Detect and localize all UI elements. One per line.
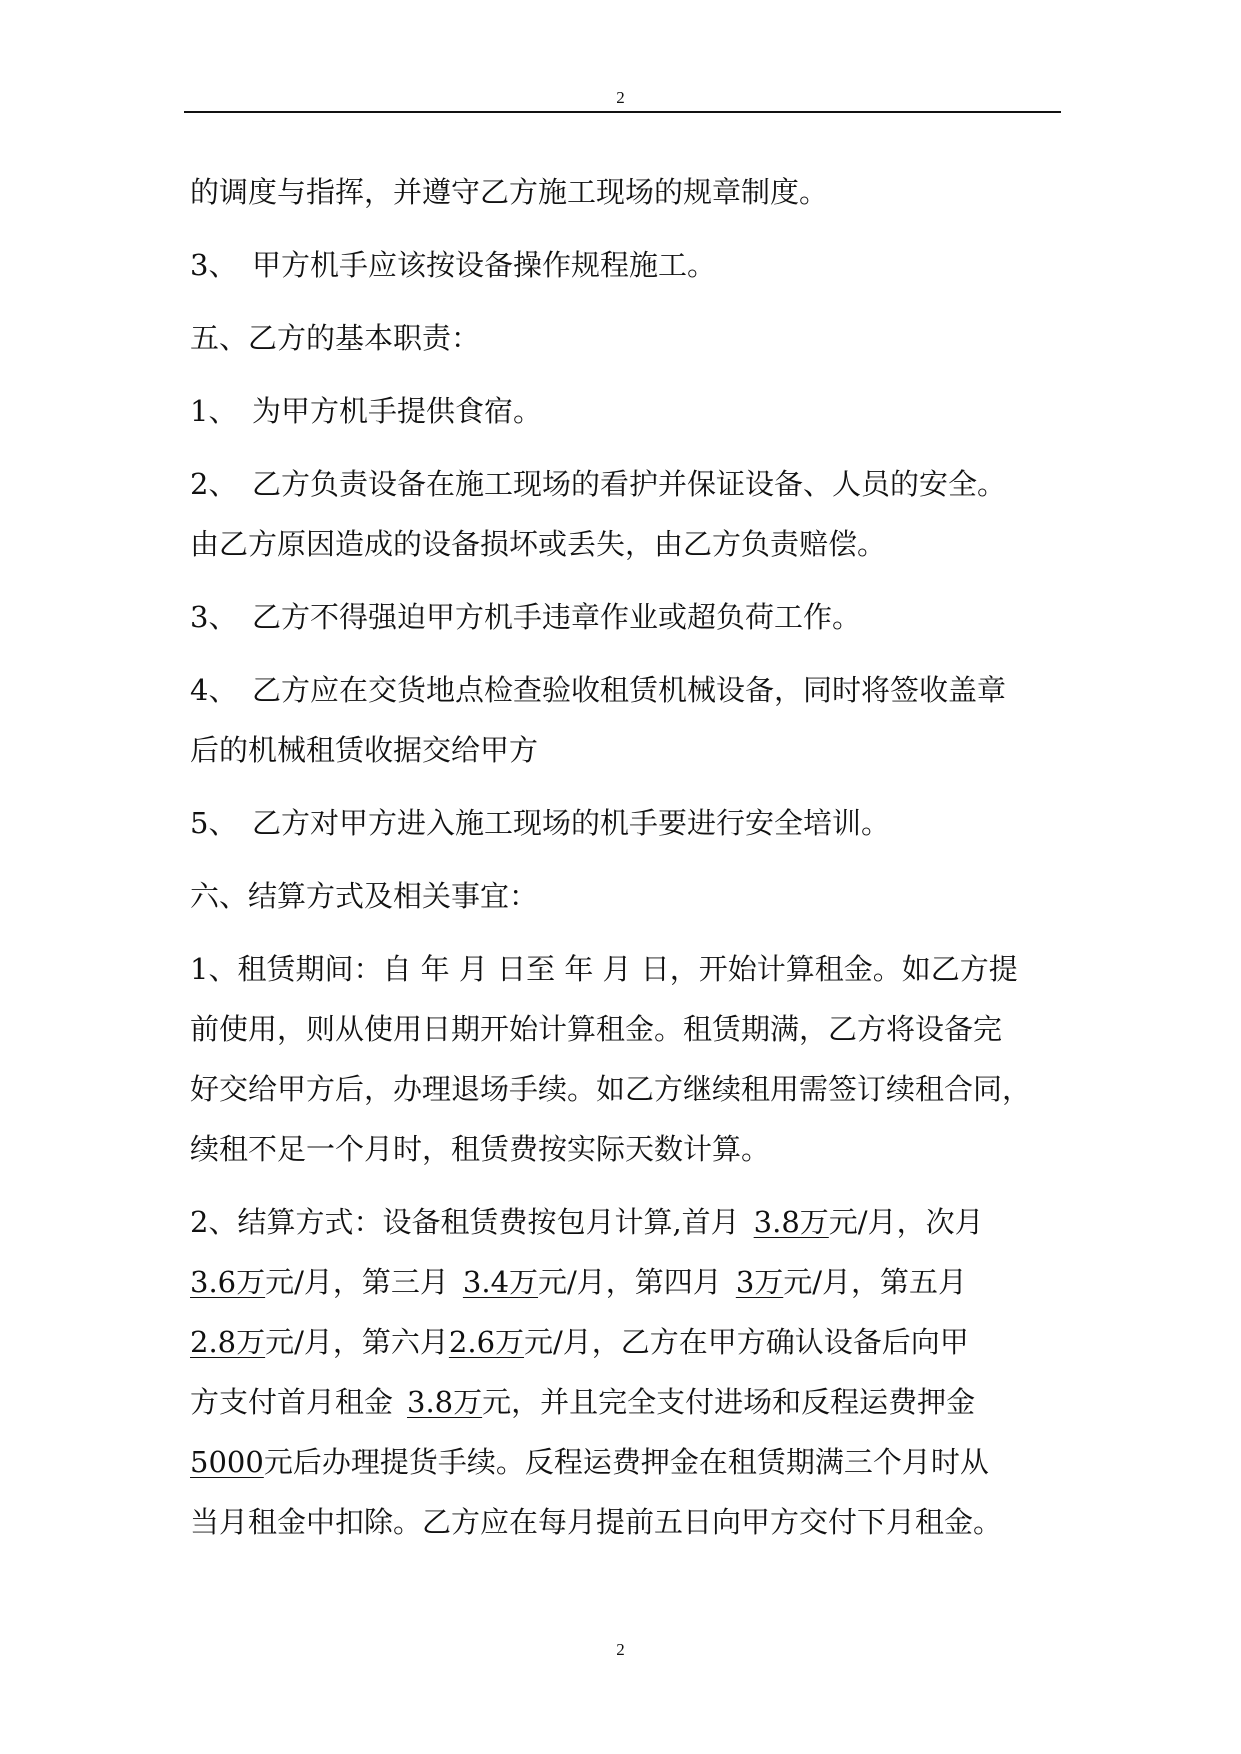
settlement-text: 元/月，次月: [828, 1205, 984, 1239]
header-rule: [184, 111, 1061, 113]
text-line: 3、 乙方不得强迫甲方机手违章作业或超负荷工作。: [190, 600, 861, 634]
settlement-line: [190, 1192, 1058, 1252]
page-header-number: 2: [616, 88, 625, 107]
text-line: 1、租赁期间：自 年 月 日至 年 月 日，开始计算租金。如乙方提: [190, 952, 1018, 986]
text-line: 2、 乙方负责设备在施工现场的看护并保证设备、人员的安全。: [190, 467, 1006, 501]
text-line: 5、 乙方对甲方进入施工现场的机手要进行安全培训。: [190, 806, 890, 840]
settlement-text: 元，并且完全支付进场和反程运费押金: [482, 1385, 976, 1419]
first-rent-payment: 3.8万: [407, 1385, 483, 1419]
fourth-month-rent: 3万: [735, 1265, 784, 1299]
first-month-rent: 3.8万: [753, 1205, 829, 1239]
settlement-line: [190, 1432, 1058, 1492]
text-line: 4、 乙方应在交货地点检查验收租赁机械设备，同时将签收盖章: [190, 673, 1006, 707]
settlement-line: [190, 1252, 1058, 1312]
text-line: 后的机械租赁收据交给甲方: [190, 733, 539, 767]
settlement-text: 元/月，第六月: [265, 1325, 449, 1359]
second-month-rent: 3.6万: [190, 1265, 266, 1299]
deposit-amount: 5000: [190, 1445, 264, 1479]
text-line: 的调度与指挥，并遵守乙方施工现场的规章制度。: [190, 175, 829, 209]
settlement-text: 2、结算方式：设备租赁费按包月计算,首月: [190, 1205, 740, 1239]
settlement-text: 元/月，第五月: [783, 1265, 968, 1299]
third-month-rent: 3.4万: [462, 1265, 539, 1299]
settlement-line: 当月租金中扣除。乙方应在每月提前五日向甲方交付下月租金。: [190, 1505, 1003, 1539]
document-body: [190, 162, 1058, 1552]
settlement-text: 元后办理提货手续。反程运费押金在租赁期满三个月时从: [263, 1445, 989, 1479]
text-line: 续租不足一个月时，租赁费按实际天数计算。: [190, 1132, 771, 1166]
settlement-text: 元/月，乙方在甲方确认设备后向甲: [524, 1325, 969, 1359]
page-footer-number: 2: [616, 1640, 625, 1659]
text-line: 由乙方原因造成的设备损坏或丢失，由乙方负责赔偿。: [190, 527, 887, 561]
settlement-line: [190, 1312, 1058, 1372]
settlement-text: 方支付首月租金: [190, 1385, 394, 1419]
section-heading: 五、乙方的基本职责：: [190, 321, 481, 355]
text-line: 1、 为甲方机手提供食宿。: [190, 394, 542, 428]
sixth-month-rent: 2.6万: [448, 1325, 525, 1359]
text-line: 3、 甲方机手应该按设备操作规程施工。: [190, 248, 716, 282]
text-line: 好交给甲方后，办理退场手续。如乙方继续租用需签订续租合同，: [190, 1072, 1032, 1106]
text-line: 前使用，则从使用日期开始计算租金。租赁期满，乙方将设备完: [190, 1012, 1003, 1046]
section-heading: 六、结算方式及相关事宜：: [190, 879, 539, 913]
settlement-line: [190, 1372, 1058, 1432]
settlement-text: 元/月，第四月: [538, 1265, 722, 1299]
settlement-text: 元/月，第三月: [265, 1265, 449, 1299]
fifth-month-rent: 2.8万: [190, 1325, 266, 1359]
